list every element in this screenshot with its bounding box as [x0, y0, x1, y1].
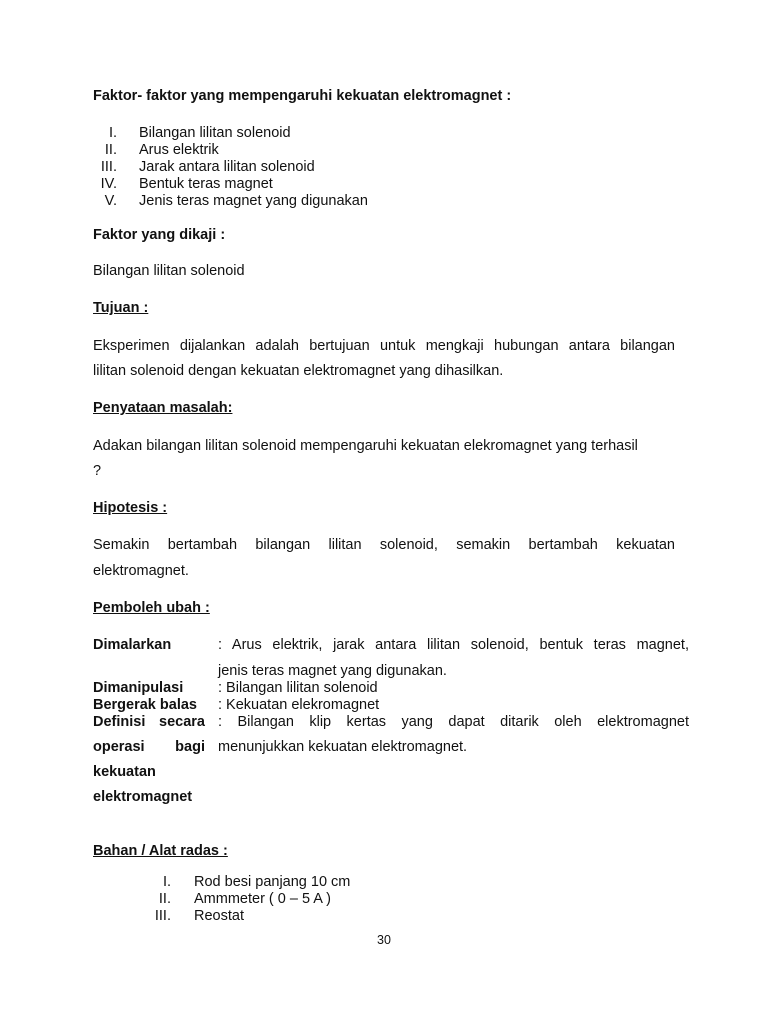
responding-variable-label: Bergerak balas — [93, 697, 197, 713]
controlled-variable-value-2: jenis teras magnet yang digunakan. — [218, 663, 447, 679]
list-item-text: Ammmeter ( 0 – 5 A ) — [194, 891, 331, 907]
list-item-number: IV. — [100, 176, 117, 192]
hypothesis-line-2: elektromagnet. — [93, 563, 189, 579]
controlled-variable-label: Dimalarkan — [93, 637, 172, 653]
responding-variable-value: : Kekuatan elekromagnet — [218, 697, 380, 713]
aim-line-2: lilitan solenoid dengan kekuatan elektromagnet yang dihasilkan. — [93, 363, 504, 379]
list-item-text: Bentuk teras magnet — [139, 176, 273, 192]
manipulated-variable-label: Dimanipulasi — [93, 680, 184, 696]
list-item-text: Rod besi panjang 10 cm — [194, 874, 351, 890]
definition-value-1: : Bilangan klip kertas yang dapat ditarik oleh elektromagnet — [218, 714, 689, 730]
list-item-text: Reostat — [194, 908, 244, 924]
list-item-text: Jarak antara lilitan solenoid — [139, 159, 315, 175]
heading-aim: Tujuan : — [93, 300, 149, 316]
studied-factor-text: Bilangan lilitan solenoid — [93, 263, 245, 279]
definition-label-1: Definisi secara — [93, 714, 205, 730]
definition-label-4: elektromagnet — [93, 789, 193, 805]
heading-hypothesis: Hipotesis : — [93, 500, 168, 516]
list-item-text: Bilangan lilitan solenoid — [139, 125, 291, 141]
list-item-number: II. — [158, 891, 171, 907]
heading-studied-factor: Faktor yang dikaji : — [93, 227, 226, 243]
heading-problem-statement: Penyataan masalah: — [93, 400, 233, 416]
manipulated-variable-value: : Bilangan lilitan solenoid — [218, 680, 378, 696]
list-item-number: III. — [100, 159, 117, 175]
list-item-number: III. — [154, 908, 171, 924]
list-item-number: II. — [104, 142, 117, 158]
heading-materials: Bahan / Alat radas : — [93, 843, 228, 859]
definition-label-2: operasi bagi — [93, 739, 205, 755]
hypothesis-line-1: Semakin bertambah bilangan lilitan solenoid, semakin bertambah kekuatan — [93, 537, 675, 553]
page-number: 30 — [377, 933, 391, 947]
definition-label-3: kekuatan — [93, 764, 156, 780]
list-item-text: Arus elektrik — [139, 142, 219, 158]
problem-line-2: ? — [93, 463, 102, 479]
controlled-variable-value-1: : Arus elektrik, jarak antara lilitan solenoid, bentuk teras magnet, — [218, 637, 689, 653]
list-item-text: Jenis teras magnet yang digunakan — [139, 193, 368, 209]
heading-variables: Pemboleh ubah : — [93, 600, 210, 616]
definition-value-2: menunjukkan kekuatan elektromagnet. — [218, 739, 468, 755]
list-item-number: I. — [108, 125, 117, 141]
list-item-number: I. — [162, 874, 171, 890]
list-item-number: V. — [104, 193, 117, 209]
heading-factors: Faktor- faktor yang mempengaruhi kekuatan elektromagnet : — [93, 88, 512, 104]
problem-line-1: Adakan bilangan lilitan solenoid mempengaruhi kekuatan elekromagnet yang terhasil — [93, 438, 638, 454]
aim-line-1: Eksperimen dijalankan adalah bertujuan untuk mengkaji hubungan antara bilangan — [93, 338, 675, 354]
